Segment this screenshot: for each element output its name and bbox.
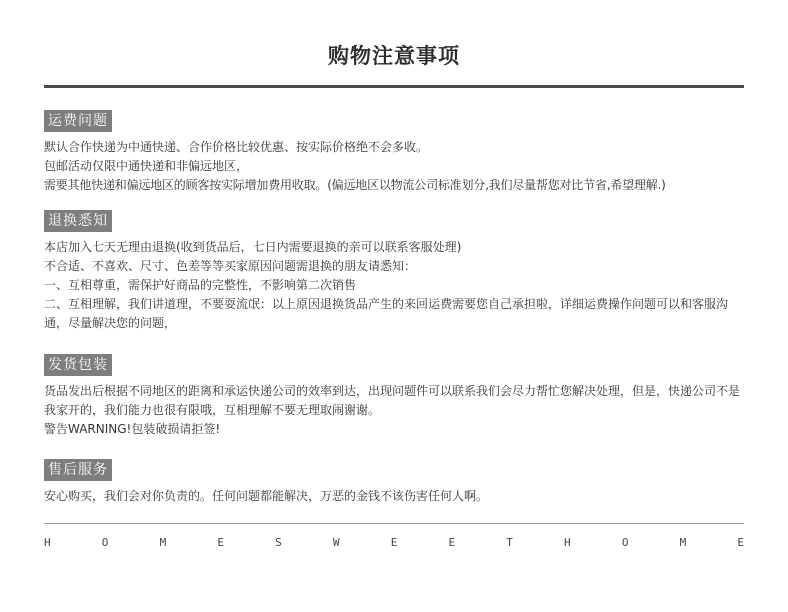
- footer-letter: O: [101, 536, 109, 549]
- title-divider: [44, 85, 744, 88]
- section-line: 包邮活动仅限中通快递和非偏远地区，: [44, 159, 249, 173]
- footer-letter: O: [621, 536, 629, 549]
- footer-letter: M: [679, 536, 687, 549]
- footer-letter: S: [275, 536, 282, 549]
- footer-divider: [44, 523, 744, 524]
- section-line: 本店加入七天无理由退换(收到货品后，七日内需要退换的亲可以联系客服处理): [44, 240, 462, 254]
- page-title: 购物注意事项: [328, 44, 460, 68]
- footer-letter: E: [390, 536, 398, 549]
- footer-letter: H: [44, 536, 51, 549]
- section-heading: 退换悉知: [44, 210, 112, 232]
- footer-letter: E: [217, 536, 224, 549]
- section-line: 默认合作快递为中通快递、合作价格比较优惠、按实际价格绝不会多收。: [44, 140, 429, 154]
- footer-letter: E: [448, 536, 456, 549]
- footer-letter: E: [737, 536, 744, 549]
- section-line: 警告WARNING!包装破损请拒签!: [44, 422, 221, 436]
- section-line: 一、互相尊重，需保护好商品的完整性，不影响第二次销售: [44, 278, 357, 292]
- section-line: 二、互相理解，我们讲道理，不要耍流氓：以上原因退换货品产生的来回运费需要您自己承担啦，详细运费操作问题可以和客服沟通，尽量解决您的问题，: [44, 297, 729, 330]
- section-after-sales: [44, 459, 744, 506]
- footer-letter: H: [564, 536, 571, 549]
- section-heading: 运费问题: [44, 110, 112, 132]
- section-shipping-fee: [44, 110, 744, 195]
- section-line: 需要其他快递和偏远地区的顾客按实际增加费用收取。(偏远地区以物流公司标准划分,我们尽量帮您对比节省,希望理解.): [44, 178, 666, 192]
- footer-letter: W: [332, 536, 340, 549]
- footer-letter: T: [506, 536, 513, 549]
- section-returns: [44, 210, 744, 333]
- footer-letter: M: [159, 536, 167, 549]
- section-heading: 发货包装: [44, 354, 112, 376]
- section-line: 安心购买，我们会对你负责的。任何问题都能解决，万恶的金钱不该伤害任何人啊。: [44, 489, 489, 503]
- section-packaging: [44, 354, 744, 439]
- footer-home-sweet-home: [44, 536, 744, 549]
- section-heading: 售后服务: [44, 459, 112, 481]
- section-line: 货品发出后根据不同地区的距离和承运快递公司的效率到达，出现问题件可以联系我们会尽力帮忙您解决处理，但是，快递公司不是我家开的，我们能力也很有限哦，互相理解不要无理取闹谢谢。: [44, 384, 741, 417]
- section-line: 不合适、不喜欢、尺寸、色差等等买家原因问题需退换的朋友请悉知：: [44, 259, 417, 273]
